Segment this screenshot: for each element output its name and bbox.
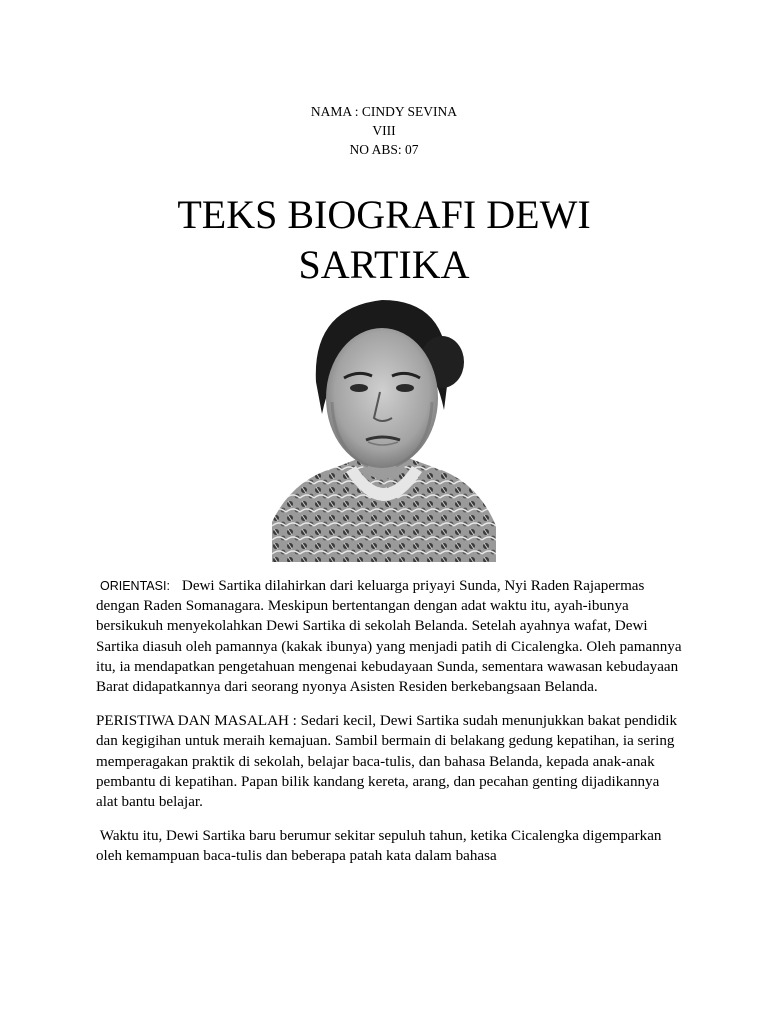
biography-body bbox=[96, 576, 682, 881]
student-absence-number: NO ABS: 07 bbox=[349, 142, 419, 157]
title-line-2: SARTIKA bbox=[298, 242, 470, 287]
orientasi-paragraph bbox=[96, 576, 682, 697]
waktu-paragraph bbox=[96, 826, 682, 866]
student-class: VIII bbox=[372, 123, 396, 138]
portrait-image bbox=[272, 290, 496, 562]
peristiwa-paragraph: PERISTIWA DAN MASALAH : Sedari kecil, Dewi Sartika sudah menunjukkan bakat pendidik dan kegigihan untuk meraih kemajuan. Sambil bermain di belakang gedung kepatihan, ia sering memperagakan praktik di sekolah, belajar baca-tulis, dan bahasa Belanda, kepada anak-anak pembantu di kepatihan. Papan bilik kandang kereta, arang, dan pecahan genting dijadikannya alat bantu belajar. bbox=[96, 713, 678, 811]
student-header bbox=[0, 102, 768, 159]
waktu-text: Waktu itu, Dewi Sartika baru berumur sekitar sepuluh tahun, ketika Cicalengka digemparkan oleh kemampuan baca-tulis dan beberapa patah kata dalam bahasa bbox=[96, 828, 662, 865]
orientasi-text: Dewi Sartika dilahirkan dari keluarga priyayi Sunda, Nyi Raden Rajapermas dengan Raden Somanagara. Meskipun bertentangan dengan adat waktu itu, ayah-ibunya bersikukuh menyekolahkan Dewi Sartika di sekolah Belanda. Setelah ayahnya wafat, Dewi Sartika diasuh oleh pamannya (kakak ibunya) yang menjadi patih di Cicalengka. Oleh pamannya itu, ia mendapatkan pengetahuan mengenai kebudayaan Sunda, sementara wawasan kebudayaan Barat didapatkannya dari seorang nyonya Asisten Residen berkebangsaan Belanda. bbox=[96, 578, 682, 696]
document-title bbox=[0, 190, 768, 290]
title-line-1: TEKS BIOGRAFI DEWI bbox=[177, 192, 591, 237]
student-name: NAMA : CINDY SEVINA bbox=[310, 104, 458, 119]
orientasi-label: ORIENTASI: bbox=[100, 579, 170, 593]
